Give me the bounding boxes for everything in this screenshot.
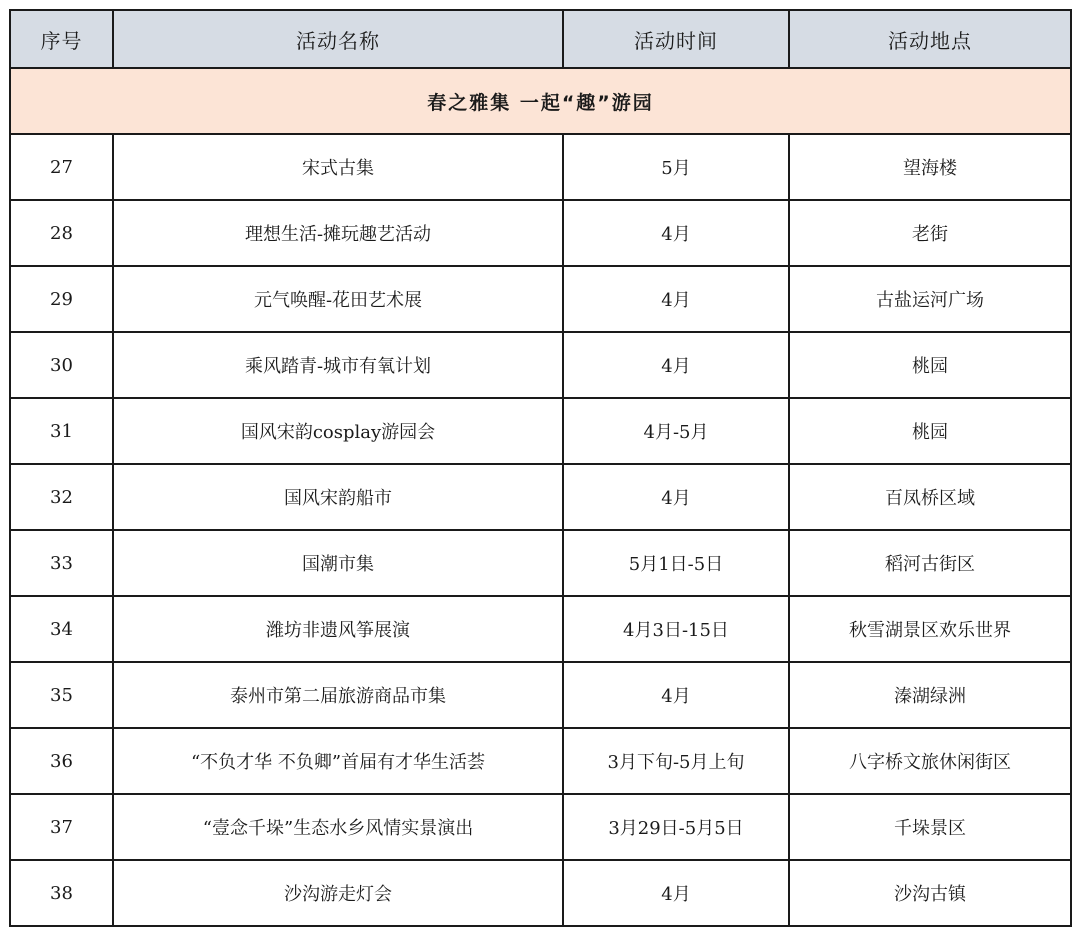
cell-location: 桃园: [789, 332, 1071, 398]
cell-location: 稻河古街区: [789, 530, 1071, 596]
cell-name: “不负才华 不负卿”首届有才华生活荟: [113, 728, 563, 794]
table-row: [10, 134, 1071, 200]
cell-time: 3月下旬-5月上旬: [563, 728, 789, 794]
table-row: [10, 728, 1071, 794]
table-row: [10, 332, 1071, 398]
cell-time: 5月1日-5日: [563, 530, 789, 596]
header-time: 活动时间: [563, 10, 789, 68]
table-row: [10, 200, 1071, 266]
cell-name: 国风宋韵cosplay游园会: [113, 398, 563, 464]
table-row: [10, 662, 1071, 728]
table-row: [10, 596, 1071, 662]
cell-index: 30: [10, 332, 113, 398]
cell-time: 4月: [563, 662, 789, 728]
cell-location: 老街: [789, 200, 1071, 266]
cell-time: 4月-5月: [563, 398, 789, 464]
cell-name: 乘风踏青-城市有氧计划: [113, 332, 563, 398]
cell-index: 37: [10, 794, 113, 860]
cell-location: 桃园: [789, 398, 1071, 464]
cell-location: 望海楼: [789, 134, 1071, 200]
header-name: 活动名称: [113, 10, 563, 68]
cell-location: 八字桥文旅休闲街区: [789, 728, 1071, 794]
table-row: [10, 860, 1071, 926]
cell-index: 32: [10, 464, 113, 530]
cell-time: 4月: [563, 332, 789, 398]
cell-time: 4月: [563, 860, 789, 926]
table-row: [10, 464, 1071, 530]
cell-index: 31: [10, 398, 113, 464]
cell-name: 国风宋韵船市: [113, 464, 563, 530]
table-row: [10, 398, 1071, 464]
cell-time: 4月: [563, 200, 789, 266]
cell-name: 国潮市集: [113, 530, 563, 596]
cell-name: 理想生活-摊玩趣艺活动: [113, 200, 563, 266]
cell-location: 沙沟古镇: [789, 860, 1071, 926]
cell-name: 潍坊非遗风筝展演: [113, 596, 563, 662]
cell-time: 4月: [563, 464, 789, 530]
activity-table-container: [9, 9, 1070, 929]
section-row: [10, 68, 1071, 134]
activity-table: [9, 9, 1072, 927]
cell-name: 泰州市第二届旅游商品市集: [113, 662, 563, 728]
cell-index: 38: [10, 860, 113, 926]
cell-location: 千垛景区: [789, 794, 1071, 860]
cell-index: 33: [10, 530, 113, 596]
cell-time: 4月3日-15日: [563, 596, 789, 662]
cell-name: 沙沟游走灯会: [113, 860, 563, 926]
section-title: 春之雅集 一起“趣”游园: [10, 68, 1071, 134]
header-location: 活动地点: [789, 10, 1071, 68]
cell-location: 百凤桥区域: [789, 464, 1071, 530]
cell-name: “壹念千垛”生态水乡风情实景演出: [113, 794, 563, 860]
cell-index: 27: [10, 134, 113, 200]
table-row: [10, 794, 1071, 860]
cell-index: 28: [10, 200, 113, 266]
cell-index: 34: [10, 596, 113, 662]
table-row: [10, 266, 1071, 332]
cell-time: 5月: [563, 134, 789, 200]
cell-location: 秋雪湖景区欢乐世界: [789, 596, 1071, 662]
cell-index: 36: [10, 728, 113, 794]
cell-time: 4月: [563, 266, 789, 332]
table-row: [10, 530, 1071, 596]
cell-index: 29: [10, 266, 113, 332]
cell-name: 元气唤醒-花田艺术展: [113, 266, 563, 332]
cell-location: 古盐运河广场: [789, 266, 1071, 332]
header-index: 序号: [10, 10, 113, 68]
cell-index: 35: [10, 662, 113, 728]
cell-name: 宋式古集: [113, 134, 563, 200]
cell-location: 溱湖绿洲: [789, 662, 1071, 728]
cell-time: 3月29日-5月5日: [563, 794, 789, 860]
table-header-row: [10, 10, 1071, 68]
